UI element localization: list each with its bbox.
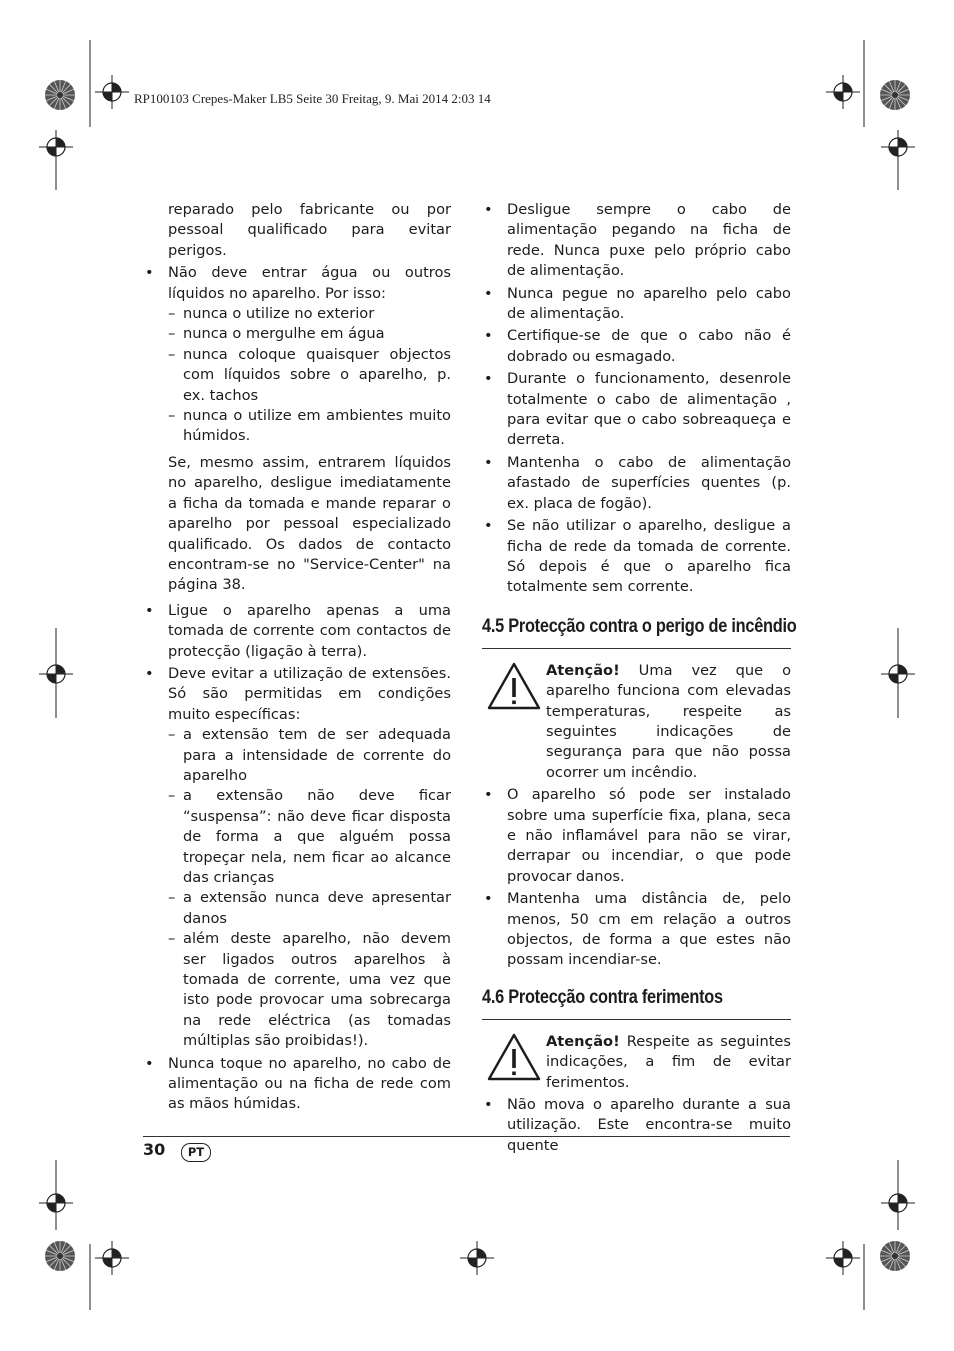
list-item: – nunca o utilize em ambientes muito húmidos. xyxy=(168,406,451,447)
warning-block xyxy=(482,661,791,783)
bullet-list xyxy=(482,785,791,971)
section-heading-4-5: 4.5 Protecção contra o perigo de incêndio xyxy=(482,615,797,637)
bullet-text: Não deve entrar água ou outros líquidos no aparelho. Por isso: xyxy=(168,264,451,302)
list-item: • Nunca toque no aparelho, no cabo de alimentação ou na ficha de rede com as mãos húmidas. xyxy=(143,1054,451,1115)
list-item: • Ligue o aparelho apenas a uma tomada de corrente com contactos de protecção (ligação à terra). xyxy=(143,601,451,662)
list-item: • Nunca pegue no aparelho pelo cabo de alimentação. xyxy=(482,284,791,325)
list-item: • Mantenha o cabo de alimentação afastado de superfícies quentes (p. ex. placa de fogão). xyxy=(482,453,791,514)
list-item: – a extensão não deve ficar “suspensa”: não deve ficar disposta de forma a que alguém possa tropeçar nela, nem ficar ao alcance das crianças xyxy=(168,786,451,888)
list-item: • O aparelho só pode ser instalado sobre uma superfície fixa, plana, seca e não inflamável para não se virar, derrapar ou incendiar, o que pode provocar danos. xyxy=(482,785,791,887)
bullet-text: Deve evitar a utilização de extensões. Só são permitidas em condições muito específicas: xyxy=(168,664,451,723)
bullet-list xyxy=(143,263,451,1115)
list-item: • Se não utilizar o aparelho, desligue a ficha de rede da tomada de corrente. Só depois é que o aparelho fica totalmente sem corrente. xyxy=(482,516,791,598)
warning-label: Atenção! xyxy=(546,1032,620,1050)
section-heading-4-6: 4.6 Protecção contra ferimentos xyxy=(482,986,723,1008)
list-item xyxy=(143,263,451,596)
warning-triangle-icon xyxy=(486,661,542,711)
warning-block xyxy=(482,1032,791,1093)
continued-paragraph: reparado pelo fabricante ou por pessoal qualificado para evitar perigos. xyxy=(168,201,451,259)
list-item: – nunca coloque quaisquer objectos com líquidos sobre o aparelho, p. ex. tachos xyxy=(168,345,451,406)
print-info: RP100103 Crepes-Maker LB5 Seite 30 Freitag, 9. Mai 2014 2:03 14 xyxy=(134,91,491,106)
note-paragraph: Se, mesmo assim, entrarem líquidos no aparelho, desligue imediatamente a ficha da tomada e mande reparar o aparelho por pessoal especializado qualificado. Os dados de contacto encontram-se no "Service-Center" na página 38. xyxy=(168,453,451,594)
list-item: – a extensão tem de ser adequada para a intensidade de corrente do aparelho xyxy=(168,725,451,786)
warning-text: Uma vez que o aparelho funciona com elevadas temperaturas, respeite as seguintes indicações de segurança para que não possa ocorrer um incêndio. xyxy=(546,661,791,781)
list-item: • Desligue sempre o cabo de alimentação pegando na ficha de rede. Nunca puxe pelo próprio cabo de alimentação. xyxy=(482,200,791,282)
dash-list xyxy=(168,725,451,1052)
bullet-list xyxy=(482,1095,791,1156)
list-item: – nunca o mergulhe em água xyxy=(168,324,451,344)
warning-text: Respeite as seguintes indicações, a fim de evitar ferimentos. xyxy=(546,1032,791,1091)
page-number: 30 xyxy=(143,1140,166,1159)
list-item: • Certifique-se de que o cabo não é dobrado ou esmagado. xyxy=(482,326,791,367)
language-badge: PT xyxy=(181,1143,211,1162)
list-item: – a extensão nunca deve apresentar danos xyxy=(168,888,451,929)
list-item: – além deste aparelho, não devem ser ligados outros aparelhos à tomada de corrente, uma vez que isto pode provocar uma sobrecarga na rede eléctrica (as tomadas múltiplas são proibidas!). xyxy=(168,929,451,1051)
list-item: • Não mova o aparelho durante a sua utilização. Este encontra-se muito quente xyxy=(482,1095,791,1156)
warning-label: Atenção! xyxy=(546,661,620,679)
list-item: – nunca o utilize no exterior xyxy=(168,304,451,324)
list-item: • Durante o funcionamento, desenrole totalmente o cabo de alimentação , para evitar que o cabo sobreaqueça e derreta. xyxy=(482,369,791,451)
warning-triangle-icon xyxy=(486,1032,542,1082)
list-item xyxy=(143,664,451,1052)
footer-rule xyxy=(143,1136,790,1137)
list-item: • Mantenha uma distância de, pelo menos, 50 cm em relação a outros objectos, de forma a que estes não possam incendiar-se. xyxy=(482,889,791,971)
dash-list xyxy=(168,304,451,447)
section-rule xyxy=(482,1019,791,1020)
section-rule xyxy=(482,648,791,649)
right-column xyxy=(482,200,797,1158)
bullet-list xyxy=(482,200,791,598)
left-column xyxy=(143,200,451,1117)
